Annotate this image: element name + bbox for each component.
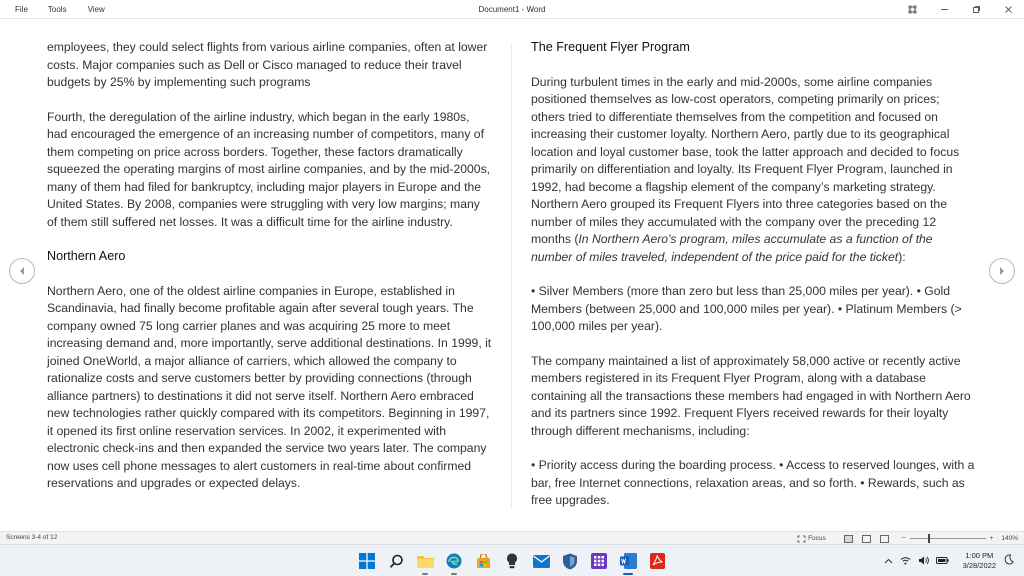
chevron-right-icon: [997, 266, 1007, 276]
screen-count: Screens 3-4 of 12: [6, 534, 58, 541]
lightbulb-icon: [506, 553, 518, 569]
paragraph-text: ):: [898, 249, 906, 264]
right-column: [531, 39, 976, 527]
notification-button[interactable]: [1004, 554, 1020, 568]
store-button[interactable]: [472, 550, 494, 572]
focus-button[interactable]: [797, 535, 826, 543]
vpn-app-button[interactable]: [559, 550, 581, 572]
moon-icon: [1004, 554, 1014, 565]
next-screen-button[interactable]: [989, 258, 1015, 284]
mail-icon: [533, 555, 550, 568]
edge-button[interactable]: [443, 550, 465, 572]
zoom-slider-thumb[interactable]: [928, 534, 930, 543]
edge-icon: [446, 553, 462, 569]
shield-icon: [562, 553, 578, 570]
clock-time: 1:00 PM: [965, 551, 994, 560]
search-icon: [389, 554, 404, 569]
tray-icons: [877, 556, 949, 567]
calculator-app-button[interactable]: [588, 550, 610, 572]
tips-button[interactable]: [501, 550, 523, 572]
running-indicator: [451, 573, 457, 575]
status-bar: [0, 531, 1024, 544]
paragraph: [531, 74, 976, 267]
battery-icon[interactable]: [936, 556, 949, 566]
print-layout-view-button[interactable]: [862, 535, 871, 543]
section-heading: The Frequent Flyer Program: [531, 40, 690, 54]
paragraph: Northern Aero, one of the oldest airline companies in Europe, established in Scandinavia, had finally become profitable again after several tough years. The company owned 75 long carrier planes and was acquiring 25 more to meet increasing demand and, more importantly, serve additional destinations. In 1999, it joined OneWorld, a major alliance of carriers, which allowed the company to rationalize costs and serve customers better by providing connections (through alliance partners) to destinations it did not serve itself. Northern Aero embraced new technologies rather quickly compared with its competitors. Beginning in 1997, it opened its first online reservation services. In 2002, it experimented with electronic check-ins and then expanded the service two years later. The company now uses cell phone messages to alert customers in real-time about confirmed reservations and upgrades or expected delays.: [47, 283, 492, 490]
mail-button[interactable]: [530, 550, 552, 572]
taskbar: [0, 544, 1024, 576]
wifi-icon[interactable]: [900, 556, 911, 567]
focus-icon: [797, 535, 806, 543]
italic-note: In Northern Aero's program, miles accumulate as a function of the number of miles traveled, independent of the price paid for the ticket: [531, 232, 933, 264]
zoom-level[interactable]: 140%: [1001, 535, 1018, 542]
running-indicator: [422, 573, 428, 575]
menu-bar: [0, 0, 107, 19]
zoom-out-button[interactable]: −: [901, 535, 906, 542]
maximize-button[interactable]: [960, 0, 992, 19]
minimize-button[interactable]: [928, 0, 960, 19]
zoom-slider[interactable]: [910, 538, 986, 539]
acrobat-icon: [650, 553, 665, 569]
paragraph-text: During turbulent times in the early and mid-2000s, some airline companies positioned themselves as low-cost operators, competing primarily on prices; others tried to differentiate themselves from the competition and focused on increasing their customer loyalty. Northern Aero, partly due to its geographical location and loyal customer base, took the latter approach and decided to focus primarily on differentiation and loyalty. Its Frequent Flyer Program, launched in 1992, had become a flagship element of the company’s marketing strategy. Northern Aero grouped its Frequent Flyers into three categories based on the number of miles they accumulated with the company over the preceding 12 months (: [531, 74, 960, 246]
document-title: Document1 - Word: [478, 5, 546, 14]
close-button[interactable]: [992, 0, 1024, 19]
paragraph: • Priority access during the boarding process. • Access to reserved lounges, with a bar, free Internet connections, relaxation areas, and so forth. • Rewards, such as free upgrades.: [531, 458, 975, 507]
grid-icon: [591, 553, 607, 569]
search-button[interactable]: [385, 550, 407, 572]
word-icon: [620, 553, 637, 569]
store-icon: [476, 554, 491, 569]
word-button[interactable]: [617, 550, 639, 572]
reading-view: [0, 19, 1024, 531]
clock-date: 3/28/2022: [962, 561, 996, 570]
menu-tools[interactable]: Tools: [47, 5, 67, 14]
zoom-control: [902, 535, 1018, 542]
volume-icon[interactable]: [918, 556, 929, 567]
column-divider: [511, 43, 512, 508]
running-indicator: [623, 573, 633, 575]
menu-file[interactable]: File: [15, 5, 28, 14]
paragraph: The company maintained a list of approximately 58,000 active or recently active members registered in its Frequent Flyer Program, along with a database containing all the transactions these members had engaged in with Northern Aero and its partners since 1992. Frequent Flyers received rewards for their loyalty through different mechanisms, including:: [531, 353, 971, 438]
paragraph: Fourth, the deregulation of the airline industry, which began in the early 1980s, had encouraged the emergence of an increasing number of competitors, many of them competing on price across borders. Together, these factors dramatically squeezed the operating margins of most airline companies, and by the mid-2000s, many of them had filed for bankruptcy, including major players in Europe and the United States. By 2008, companies were struggling with very low margins; many of them still suffered net losses. It was a difficult time for the airline industry.: [47, 109, 491, 229]
window-controls: [896, 0, 1024, 19]
restore-layout-icon[interactable]: [896, 0, 928, 19]
left-column: [47, 39, 492, 510]
system-tray: [877, 545, 1024, 576]
title-bar: [0, 0, 1024, 19]
read-mode-view-button[interactable]: [844, 535, 853, 543]
zoom-in-button[interactable]: +: [989, 535, 994, 542]
paragraph: • Silver Members (more than zero but less than 25,000 miles per year). • Gold Members (between 25,000 and 100,000 miles per year). • Platinum Members (> 100,000 miles per year).: [531, 284, 962, 333]
folder-icon: [417, 554, 434, 568]
menu-view[interactable]: View: [87, 5, 105, 14]
paragraph: employees, they could select flights from various airline companies, often at lower costs. Major companies such as Dell or Cisco managed to reduce their travel budgets by 25% by implementing such programs: [47, 40, 488, 89]
chevron-up-icon[interactable]: [884, 556, 893, 566]
file-explorer-button[interactable]: [414, 550, 436, 572]
acrobat-button[interactable]: [646, 550, 668, 572]
chevron-left-icon: [17, 266, 27, 276]
section-heading: Northern Aero: [47, 249, 126, 263]
previous-screen-button[interactable]: [9, 258, 35, 284]
clock[interactable]: [963, 551, 996, 571]
start-button[interactable]: [356, 550, 378, 572]
web-layout-view-button[interactable]: [880, 535, 889, 543]
taskbar-apps: [356, 550, 675, 572]
focus-label: Focus: [808, 535, 826, 542]
windows-logo-icon: [359, 553, 375, 569]
